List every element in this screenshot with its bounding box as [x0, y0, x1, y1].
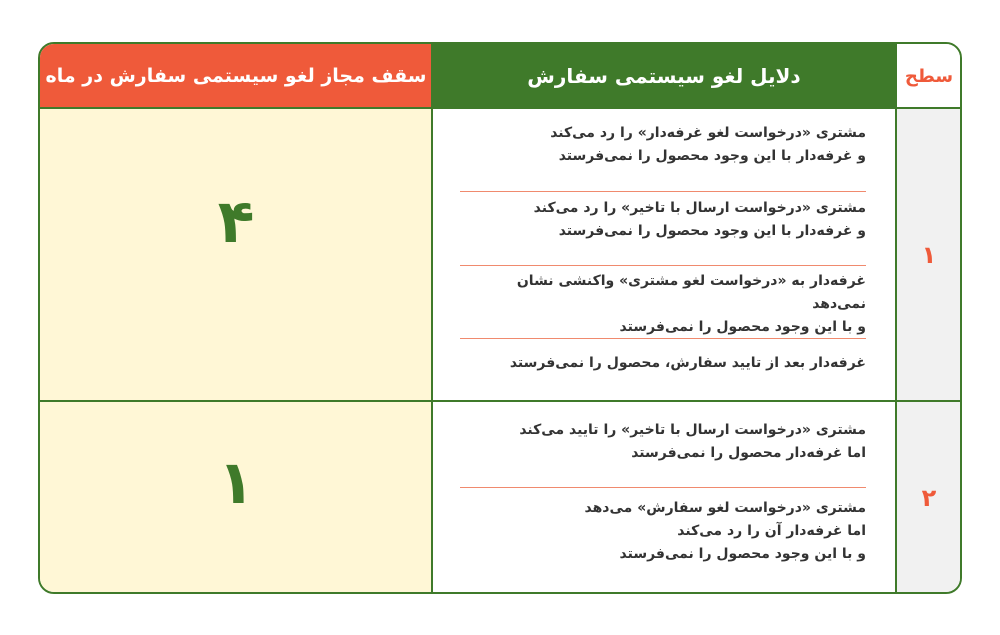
header-level — [896, 44, 962, 108]
cancellation-policy-table — [38, 42, 962, 594]
header-reasons — [432, 44, 896, 108]
header-divider — [40, 107, 960, 109]
level-2-cap-value: ۱ — [217, 447, 255, 518]
row-divider — [40, 400, 960, 402]
reason-separator — [460, 487, 866, 488]
level-2-reasons-cell — [432, 401, 896, 594]
reason-separator — [460, 265, 866, 266]
level-2-reason-2: مشتری «درخواست لغو سفارش» می‌دهد اما غرفه‌دار آن را رد می‌کند و با این وجود محصول را نمی‌فرستد — [584, 500, 866, 562]
level-2-reason-1: مشتری «درخواست ارسال با تاخیر» را تایید می‌کند اما غرفه‌دار محصول را نمی‌فرستد — [519, 422, 866, 461]
level-1-reason-2: مشتری «درخواست ارسال با تاخیر» را رد می‌کند و غرفه‌دار با این وجود محصول را نمی‌فرستد — [533, 200, 866, 239]
level-1-cap-value: ۴ — [217, 186, 255, 257]
level-1-reason-3: غرفه‌دار به «درخواست لغو مشتری» واکنشی نشان نمی‌دهد و با این وجود محصول را نمی‌فرستد — [516, 273, 866, 335]
column-divider — [431, 44, 433, 592]
header-level-label: سطح — [904, 65, 954, 87]
level-1-number: ۱ — [921, 240, 937, 269]
level-1-cell — [896, 108, 962, 401]
level-1-reason-4: غرفه‌دار بعد از تایید سفارش، محصول را نمی‌فرستد — [509, 355, 866, 371]
column-divider — [895, 44, 897, 592]
level-2-cell — [896, 401, 962, 594]
header-monthly-cap-label: سقف مجاز لغو سیستمی سفارش در ماه — [45, 65, 427, 87]
header-reasons-label: دلایل لغو سیستمی سفارش — [527, 64, 801, 88]
level-1-reasons-cell — [432, 108, 896, 401]
header-monthly-cap — [40, 44, 432, 108]
level-2-number: ۲ — [921, 483, 937, 512]
level-1-cap-cell — [40, 108, 432, 401]
reason-separator — [460, 338, 866, 339]
reason-separator — [460, 191, 866, 192]
level-1-reason-1: مشتری «درخواست لغو غرفه‌دار» را رد می‌کند و غرفه‌دار با این وجود محصول را نمی‌فرستد — [550, 125, 866, 164]
level-2-cap-cell — [40, 401, 432, 594]
